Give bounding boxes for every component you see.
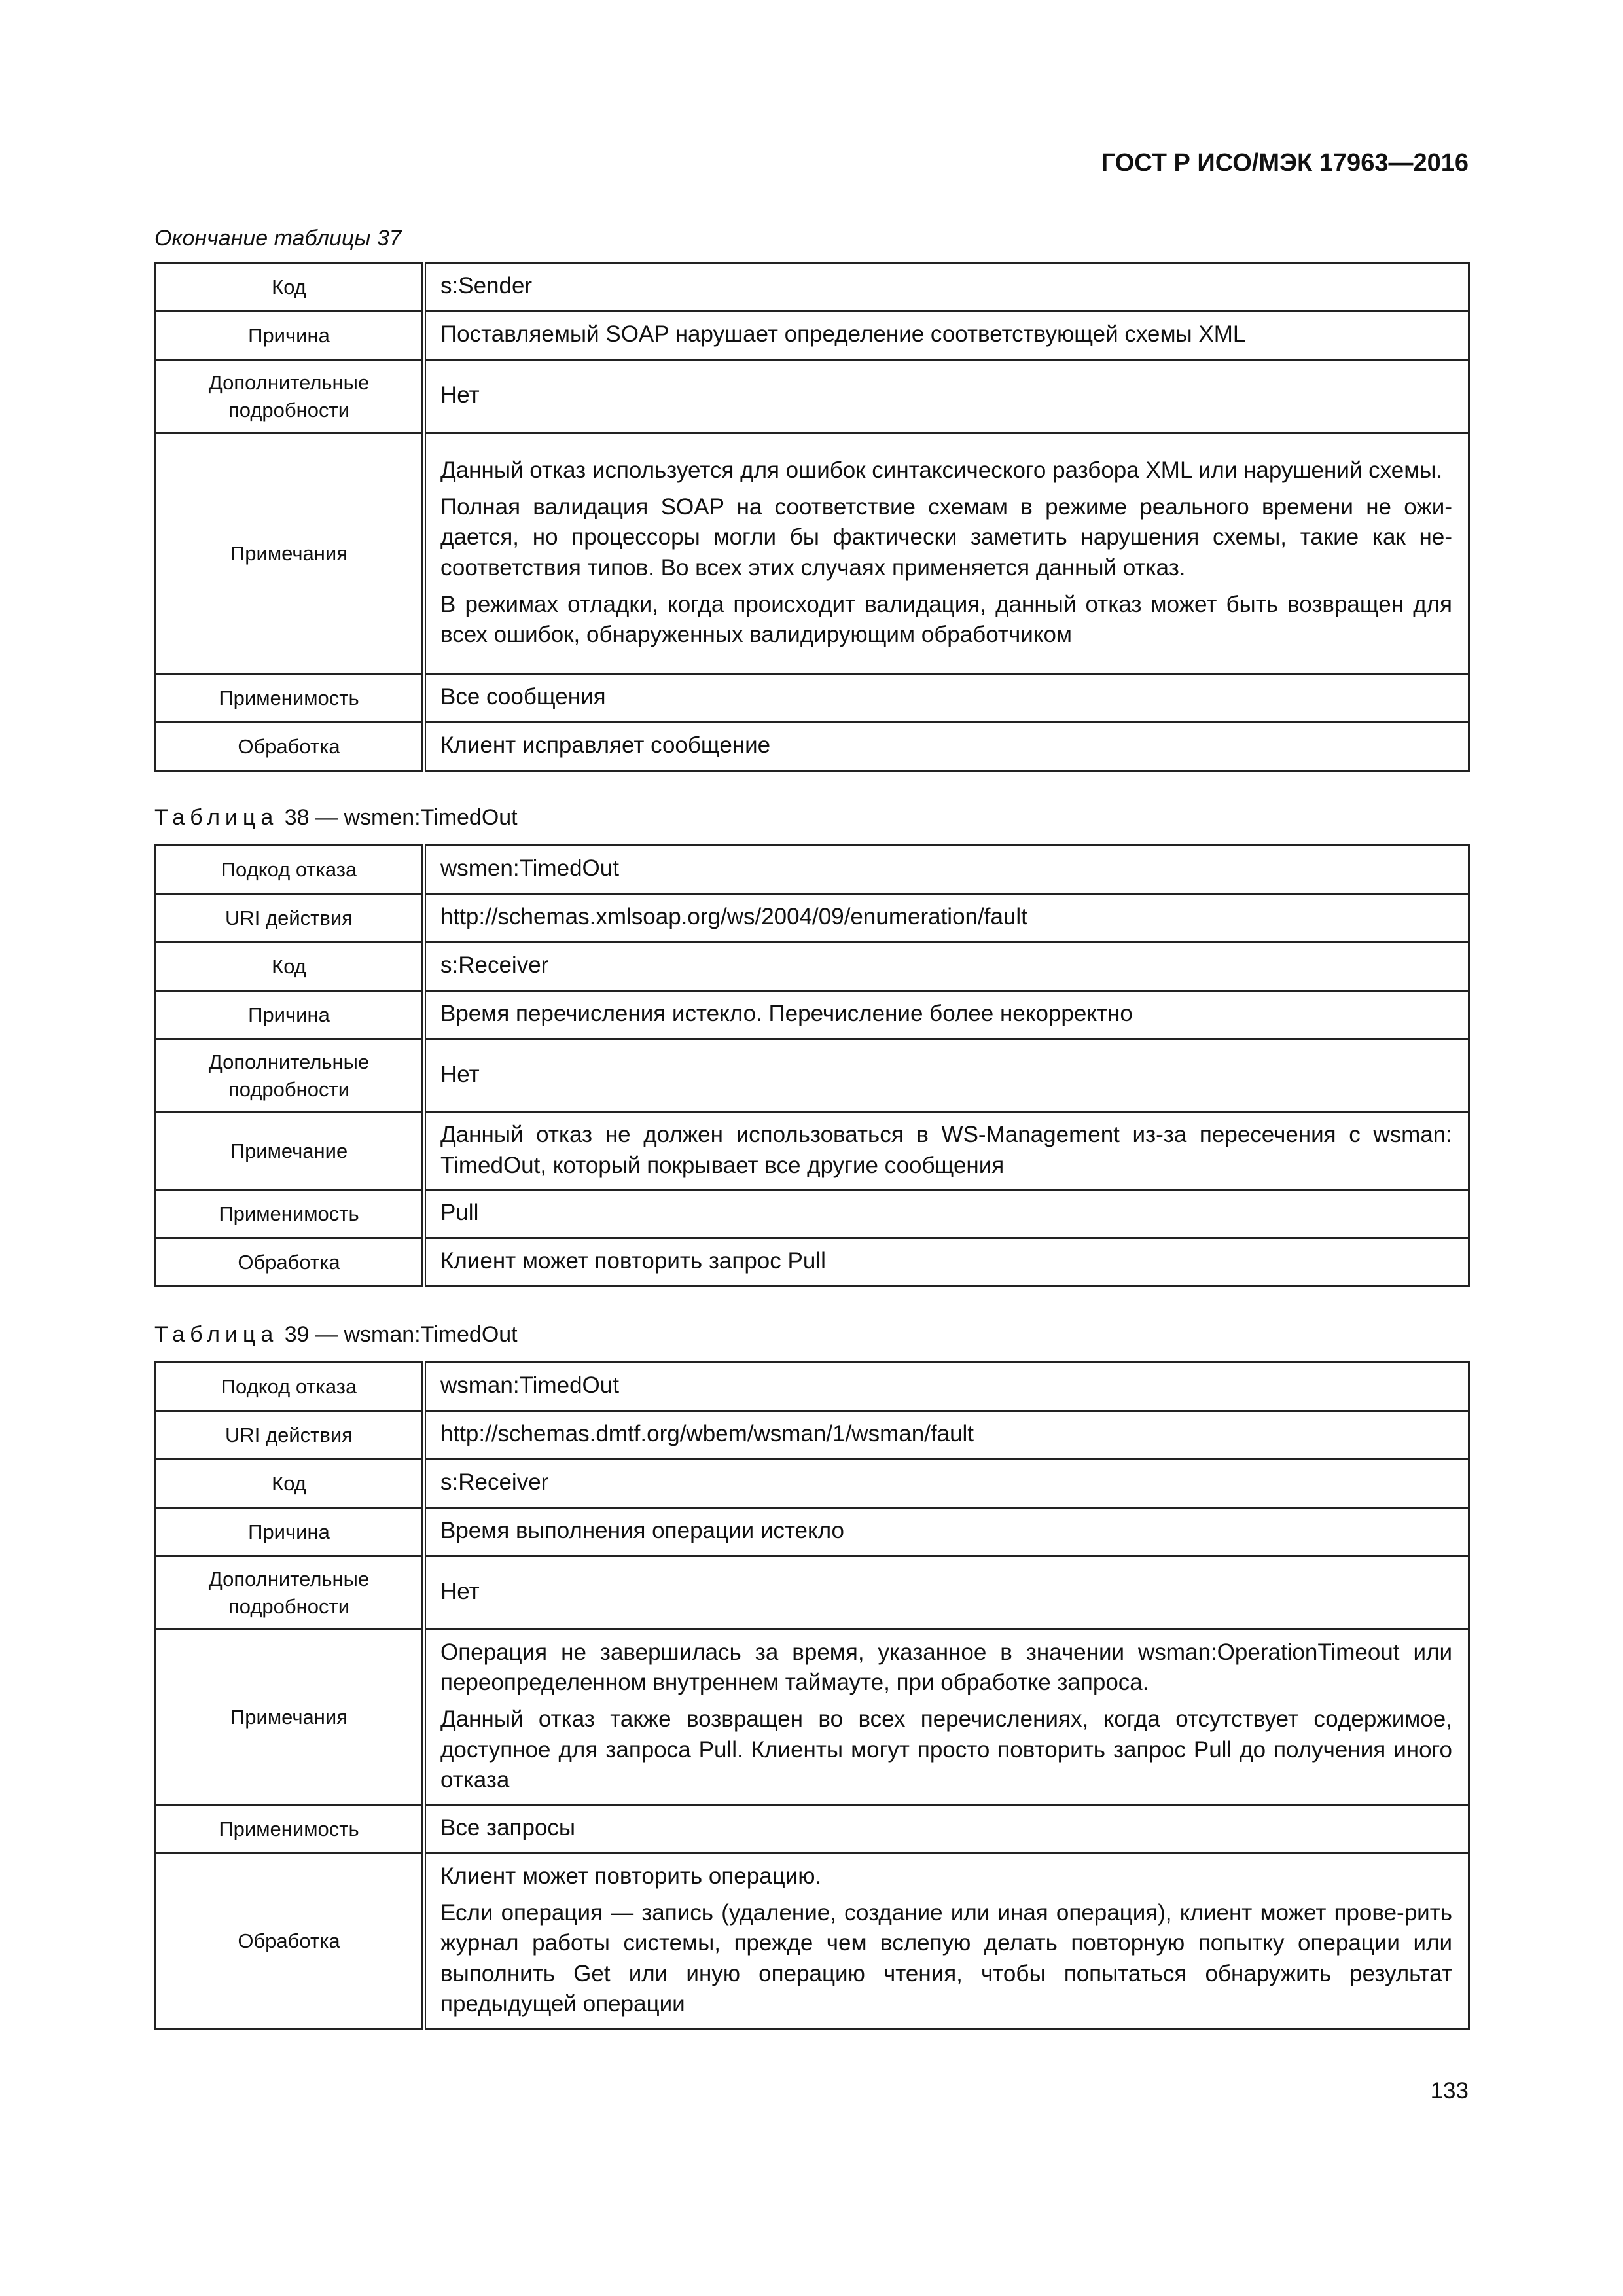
row-value-paragraph: s:Sender <box>440 273 533 299</box>
row-value <box>424 991 1469 1039</box>
row-value <box>424 846 1469 894</box>
row-value-paragraph: В режимах отладки, когда происходит валидация, данный отказ может быть возвращен для всех ошибок, обнаруженных валидирующим обработчиком <box>440 591 1452 647</box>
table39-caption <box>154 1322 518 1348</box>
document-code: ГОСТ Р ИСО/МЭК 17963—2016 <box>1101 149 1469 177</box>
row-value <box>424 1238 1469 1287</box>
table-row <box>156 1411 1469 1460</box>
row-key: URI действия <box>156 1411 424 1460</box>
row-value-paragraph: Время выполнения операции истекло <box>440 1518 845 1544</box>
row-value <box>424 723 1469 771</box>
table38-caption-label: Таблица <box>154 805 279 830</box>
table38-caption <box>154 805 518 831</box>
row-value <box>424 674 1469 723</box>
row-value-paragraph: Клиент может повторить запрос Pull <box>440 1248 826 1274</box>
row-value <box>424 1854 1469 2029</box>
table-row <box>156 1363 1469 1411</box>
table-38 <box>154 844 1470 1287</box>
row-value <box>424 1460 1469 1508</box>
row-value-paragraph: http://schemas.dmtf.org/wbem/wsman/1/wsman/fault <box>440 1421 974 1447</box>
row-value-paragraph: s:Receiver <box>440 1469 549 1496</box>
row-value-paragraph: Полная валидация SOAP на соответствие схемам в режиме реального времени не ожи-дается, но процессоры могли бы фактически заметить нарушения схемы, такие как не-соответствия типов. Во всех этих случаях применяется данный отказ. <box>440 494 1452 581</box>
row-value <box>424 1630 1469 1805</box>
row-key: Примечания <box>156 1630 424 1805</box>
row-key: Примечание <box>156 1113 424 1190</box>
row-key: Подкод отказа <box>156 1363 424 1411</box>
row-value-paragraph: Данный отказ используется для ошибок синтаксического разбора XML или нарушений схемы. <box>440 457 1443 483</box>
row-value-paragraph: Поставляемый SOAP нарушает определение соответствующей схемы XML <box>440 321 1246 348</box>
table-row <box>156 1508 1469 1556</box>
row-key: Дополнительные подробности <box>156 360 424 433</box>
row-value-paragraph: Время перечисления истекло. Перечисление более некорректно <box>440 1001 1133 1027</box>
table-row <box>156 1854 1469 2029</box>
row-value-paragraph: Клиент может повторить операцию. <box>440 1863 822 1890</box>
row-value <box>424 1363 1469 1411</box>
row-value-paragraph: Нет <box>440 1579 480 1605</box>
row-value-paragraph: Pull <box>440 1200 479 1226</box>
row-key: Подкод отказа <box>156 846 424 894</box>
row-key: Код <box>156 1460 424 1508</box>
row-key: Применимость <box>156 674 424 723</box>
row-key: Дополнительные подробности <box>156 1556 424 1630</box>
row-value-paragraph: wsman:TimedOut <box>440 1372 619 1399</box>
table-39 <box>154 1361 1470 2030</box>
row-value <box>424 1805 1469 1854</box>
row-value <box>424 894 1469 942</box>
table-row <box>156 360 1469 433</box>
row-value-paragraph: Нет <box>440 382 480 408</box>
table-row <box>156 1460 1469 1508</box>
table-row <box>156 1238 1469 1287</box>
row-key: URI действия <box>156 894 424 942</box>
table-row <box>156 433 1469 674</box>
row-value <box>424 312 1469 360</box>
table-37 <box>154 262 1470 772</box>
row-value-paragraph: Данный отказ также возвращен во всех перечислениях, когда отсутствует содержимое, доступное для запроса Pull. Клиенты могут просто повторить запрос Pull до получения иного отказа <box>440 1706 1452 1793</box>
page-number: 133 <box>1430 2078 1469 2104</box>
row-value-paragraph: wsmen:TimedOut <box>440 855 619 882</box>
row-key: Код <box>156 942 424 991</box>
row-key: Причина <box>156 1508 424 1556</box>
row-value <box>424 360 1469 433</box>
table-row <box>156 312 1469 360</box>
table-row <box>156 263 1469 312</box>
table37-caption: Окончание таблицы 37 <box>154 226 402 251</box>
row-key: Дополнительные подробности <box>156 1039 424 1113</box>
table39-caption-label: Таблица <box>154 1322 279 1347</box>
table-row <box>156 1556 1469 1630</box>
row-key: Причина <box>156 312 424 360</box>
row-value-paragraph: Клиент исправляет сообщение <box>440 732 771 759</box>
row-key: Обработка <box>156 1238 424 1287</box>
row-key: Код <box>156 263 424 312</box>
row-value-paragraph: Операция не завершилась за время, указанное в значении wsman:OperationTimeout или переопределенном внутреннем таймауте, при обработке запроса. <box>440 1640 1452 1696</box>
row-value <box>424 1556 1469 1630</box>
table-row <box>156 1805 1469 1854</box>
row-value-paragraph: Нет <box>440 1062 480 1088</box>
table-row <box>156 723 1469 771</box>
table-row <box>156 1113 1469 1190</box>
row-key: Применимость <box>156 1190 424 1238</box>
row-value <box>424 1190 1469 1238</box>
row-value <box>424 1113 1469 1190</box>
row-key: Обработка <box>156 1854 424 2029</box>
row-key: Применимость <box>156 1805 424 1854</box>
table-row <box>156 1039 1469 1113</box>
row-key: Причина <box>156 991 424 1039</box>
table39-caption-title: 39 — wsman:TimedOut <box>284 1322 518 1347</box>
table38-caption-title: 38 — wsmen:TimedOut <box>284 805 518 830</box>
row-value <box>424 942 1469 991</box>
row-value <box>424 1411 1469 1460</box>
row-value <box>424 1508 1469 1556</box>
row-value-paragraph: Данный отказ не должен использоваться в WS-Management из-за пересечения с wsman: TimedOut, который покрывает все другие сообщения <box>440 1122 1452 1178</box>
row-value-paragraph: s:Receiver <box>440 952 549 978</box>
table-row <box>156 991 1469 1039</box>
table-row <box>156 942 1469 991</box>
row-key: Примечания <box>156 433 424 674</box>
row-value <box>424 1039 1469 1113</box>
row-value-paragraph: Все запросы <box>440 1815 576 1841</box>
table-row <box>156 674 1469 723</box>
row-value-paragraph: Все сообщения <box>440 684 606 710</box>
table-row <box>156 1630 1469 1805</box>
row-key: Обработка <box>156 723 424 771</box>
table-row <box>156 846 1469 894</box>
row-value <box>424 263 1469 312</box>
row-value-paragraph: Если операция — запись (удаление, создание или иная операция), клиент может прове-рить журнал работы системы, прежде чем вслепую делать повторную попытку операции или выполнить Get или иную операцию чтения, чтобы попытаться обнаружить результат предыдущей операции <box>440 1900 1452 2017</box>
row-value <box>424 433 1469 674</box>
table-row <box>156 894 1469 942</box>
row-value-paragraph: http://schemas.xmlsoap.org/ws/2004/09/enumeration/fault <box>440 904 1027 930</box>
table-row <box>156 1190 1469 1238</box>
